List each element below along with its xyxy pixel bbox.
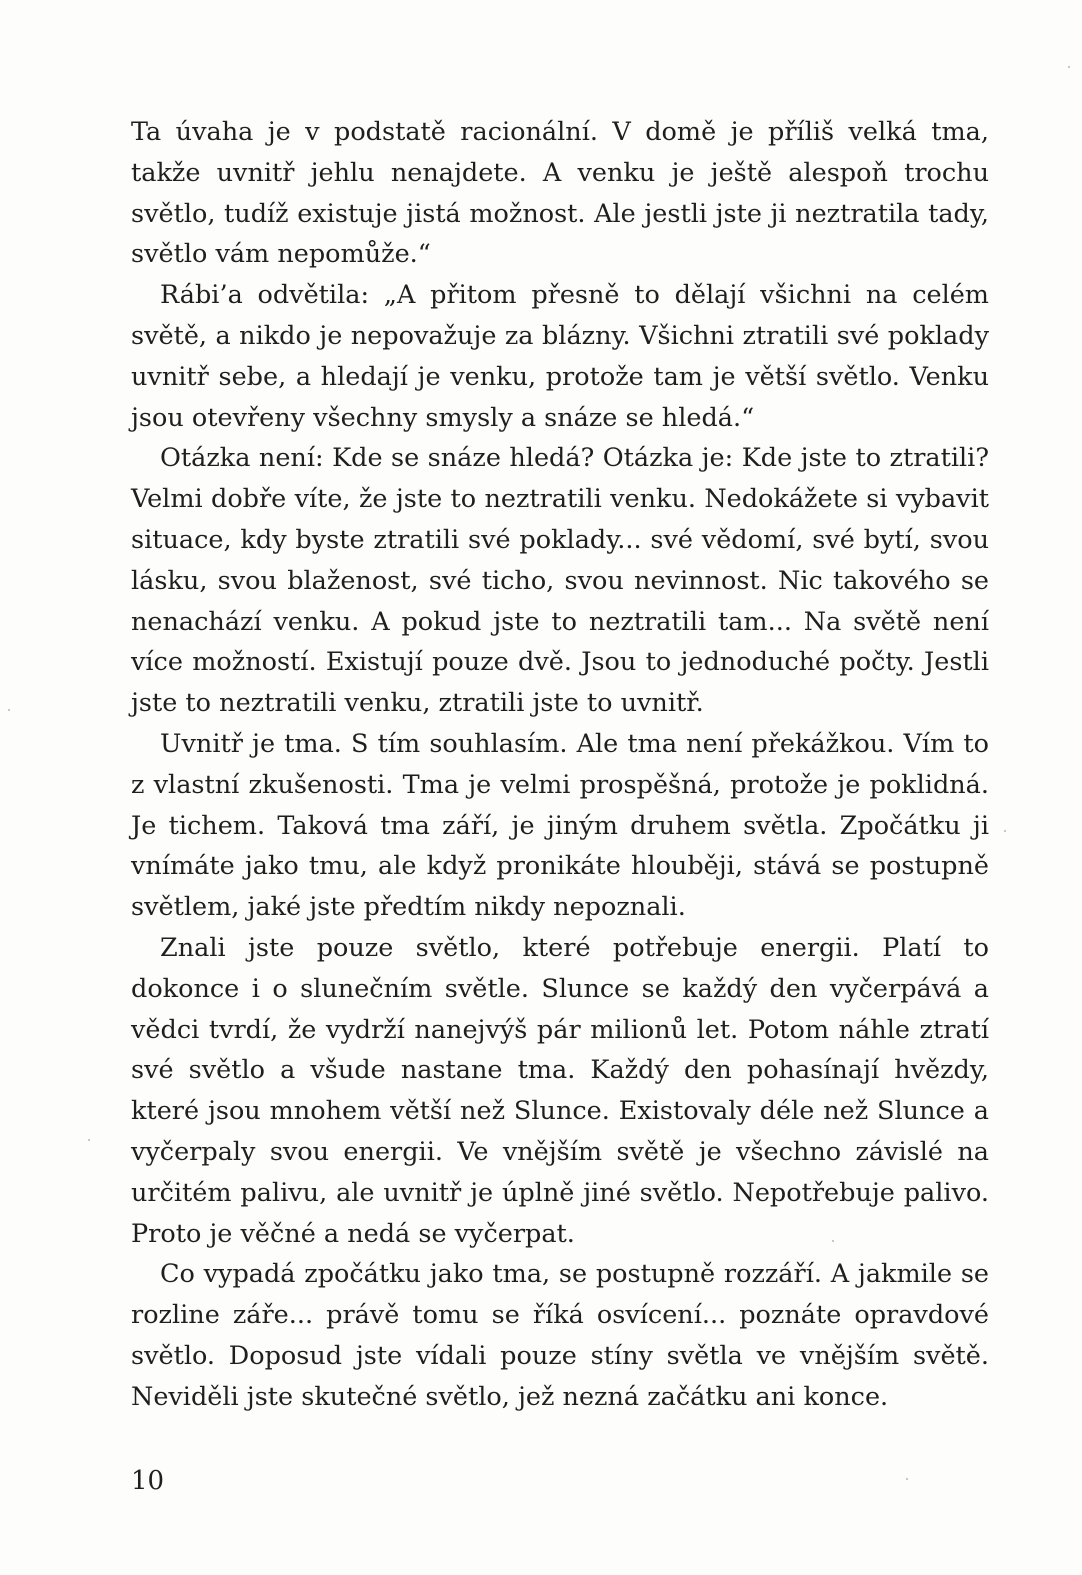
paragraph-3: Otázka není: Kde se snáze hledá? Otázka je: Kde jste to ztratili? Velmi dobře víte, že jste to neztratili venku. Nedokážete si vybavit situace, kdy byste ztratili své poklady... své vědomí, své bytí, svou lásku, svou blaženost, své ticho, svou nevinnost. Nic takového se nenachází venku. A pokud jste to neztratili tam... Na světě není více možností. Existují pouze dvě. Jsou to jednoduché počty. Jestli jste to neztratili venku, ztratili jste to uvnitř. <box>131 443 989 719</box>
scan-speck <box>906 1478 908 1480</box>
scan-speck <box>88 1139 90 1141</box>
paragraph-2: Rábi’a odvětila: „A přitom přesně to dělají všichni na celém světě, a nikdo je nepovažuje za blázny. Všichni ztratili své poklady uvnitř sebe, a hledají je venku, protože tam je větší světlo. Venku jsou otevřeny všechny smysly a snáze se hledá.“ <box>131 280 989 433</box>
scan-speck <box>1068 66 1070 68</box>
scan-speck <box>832 1240 834 1242</box>
paragraph-1: Ta úvaha je v podstatě racionální. V domě je příliš velká tma, takže uvnitř jehlu nenajdete. A venku je ještě alespoň trochu světlo, tudíž existuje jistá možnost. Ale jestli jste ji neztratila tady, světlo vám nepomůže.“ <box>131 117 989 270</box>
scan-speck <box>1004 830 1006 832</box>
body-text <box>131 112 989 1418</box>
scan-speck <box>8 709 10 711</box>
paragraph-4: Uvnitř je tma. S tím souhlasím. Ale tma není překážkou. Vím to z vlastní zkušenosti. Tma je velmi prospěšná, protože je poklidná. Je tichem. Taková tma září, je jiným druhem světla. Zpočátku ji vnímáte jako tmu, ale když pronikáte hlouběji, stává se postupně světlem, jaké jste předtím nikdy nepoznali. <box>131 728 989 923</box>
page-number: 10 <box>131 1466 165 1496</box>
paragraph-6: Co vypadá zpočátku jako tma, se postupně rozzáří. A jakmile se rozline záře... právě tomu se říká osvícení... poznáte opravdové světlo. Doposud jste vídali pouze stíny světla ve vnějším světě. Neviděli jste skutečné světlo, jež nezná začátku ani konce. <box>131 1259 989 1412</box>
paragraph-5: Znali jste pouze světlo, které potřebuje energii. Platí to dokonce i o slunečním světle. Slunce se každý den vyčerpává a vědci tvrdí, že vydrží nanejvýš pár milionů let. Potom náhle ztratí své světlo a všude nastane tma. Každý den pohasínají hvězdy, které jsou mnohem větší než Slunce. Existovaly déle než Slunce a vyčerpaly svou energii. Ve vnějším světě je všechno závislé na určitém palivu, ale uvnitř je úplně jiné světlo. Nepotřebuje palivo. Proto je věčné a nedá se vyčerpat. <box>131 932 989 1249</box>
